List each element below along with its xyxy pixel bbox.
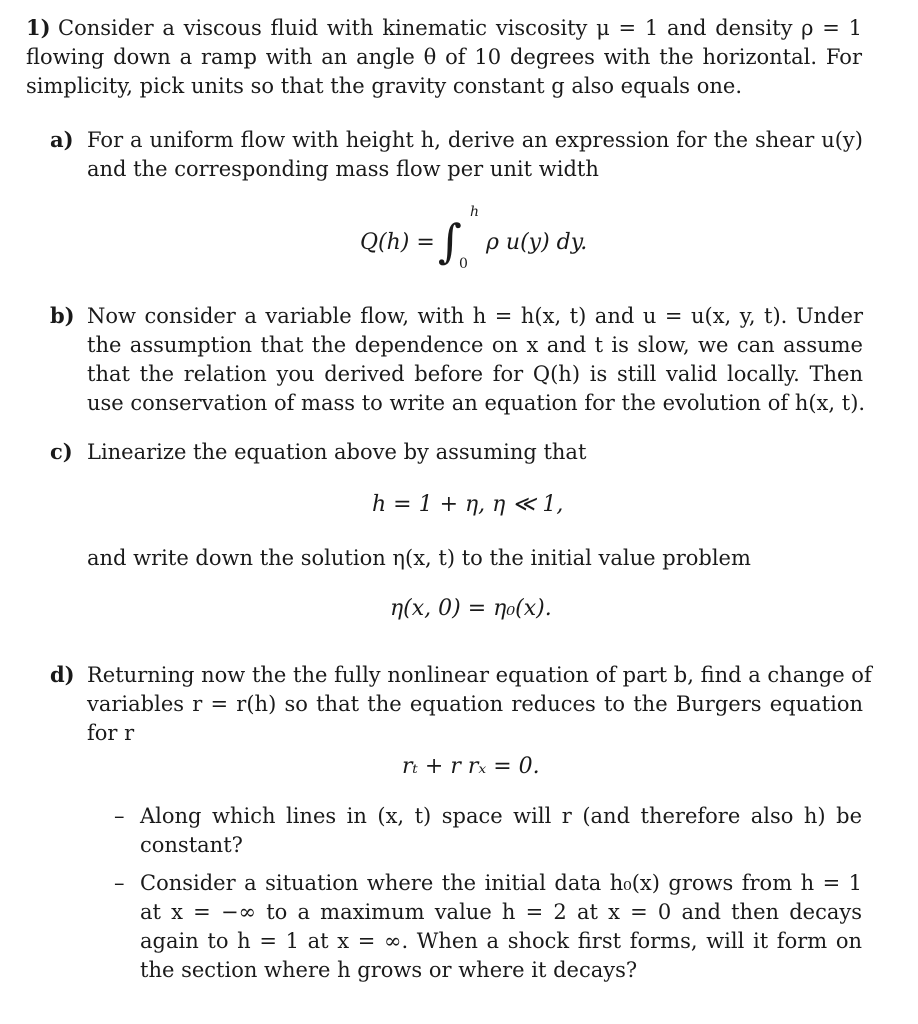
part-a-equation-lhs: Q(h) = [360, 230, 435, 255]
part-c-equation-1: h = 1 + η, η ≪ 1, [372, 492, 564, 517]
part-a-line-2: and the corresponding mass flow per unit width [87, 157, 599, 181]
bullet-2-line-3: again to h = 1 at x = ∞. When a shock first forms, will it form on [140, 929, 862, 953]
part-b-line-1: Now consider a variable flow, with h = h(x, t) and u = u(x, y, t). Under [87, 304, 863, 328]
part-b-line-2: the assumption that the dependence on x and t is slow, we can assume [87, 333, 863, 357]
part-d-line-2: variables r = r(h) so that the equation reduces to the Burgers equation [87, 692, 863, 716]
part-b-line-3: that the relation you derived before for Q(h) is still valid locally. Then [87, 362, 863, 386]
bullet-dash: – [114, 871, 125, 895]
part-d-equation: rₜ + r rₓ = 0. [402, 754, 540, 779]
part-c-equation-2: η(x, 0) = η₀(x). [390, 596, 552, 621]
integral-sign: ∫ [438, 214, 462, 268]
bullet-1-line-1: Along which lines in (x, t) space will r (and therefore also h) be [140, 804, 862, 828]
problem-number: 1) [26, 15, 51, 40]
intro-line-3: simplicity, pick units so that the gravity constant g also equals one. [26, 74, 743, 98]
part-d-label: d) [50, 662, 75, 687]
intro-line-1: Consider a viscous fluid with kinematic viscosity μ = 1 and density ρ = 1 [58, 16, 862, 40]
part-b-label: b) [50, 303, 75, 328]
part-d-line-1: Returning now the the fully nonlinear equation of part b, find a change of [87, 663, 872, 687]
bullet-2-line-2: at x = −∞ to a maximum value h = 2 at x = 0 and then decays [140, 900, 862, 924]
integral-upper-limit: h [470, 204, 480, 220]
integral-lower-limit: 0 [459, 256, 468, 272]
part-d-line-3: for r [87, 721, 135, 745]
part-c-label: c) [50, 439, 73, 464]
part-a-line-1: For a uniform flow with height h, derive an expression for the shear u(y) [87, 128, 863, 152]
bullet-2-line-4: the section where h grows or where it decays? [140, 958, 638, 982]
part-a-label: a) [50, 127, 74, 152]
part-c-line-2: and write down the solution η(x, t) to the initial value problem [87, 546, 751, 570]
part-a-equation-rhs: ρ u(y) dy. [486, 230, 588, 255]
bullet-2-line-1: Consider a situation where the initial data h₀(x) grows from h = 1 [140, 871, 862, 895]
part-b-line-4: use conservation of mass to write an equation for the evolution of h(x, t). [87, 391, 866, 415]
bullet-dash: – [114, 804, 125, 828]
intro-line-2: flowing down a ramp with an angle θ of 10 degrees with the horizontal. For [26, 45, 862, 69]
part-c-line-1: Linearize the equation above by assuming that [87, 440, 587, 464]
bullet-1-line-2: constant? [140, 833, 243, 857]
